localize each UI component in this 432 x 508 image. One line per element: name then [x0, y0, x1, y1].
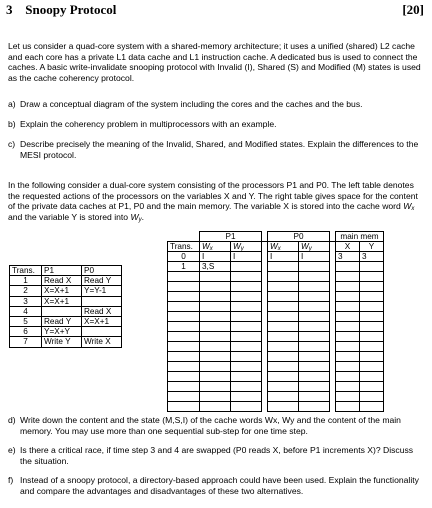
table-row: [168, 342, 384, 352]
trans-cell: [168, 322, 200, 332]
p0-wx-cell: [268, 332, 299, 342]
section-title: Snoopy Protocol: [25, 2, 117, 17]
p1-wy-cell: [231, 352, 262, 362]
p1-action: [42, 306, 82, 316]
p0-wy-cell: [299, 342, 330, 352]
header-p1: P1: [42, 266, 82, 276]
question-label: c): [8, 139, 16, 149]
p0-wx-cell: [268, 282, 299, 292]
p1-wy-cell: [231, 392, 262, 402]
table-row: [10, 316, 122, 326]
wy-symbol: [130, 212, 141, 222]
p0-wy-cell: [299, 352, 330, 362]
header-trans: Trans.: [168, 242, 200, 252]
trans-cell: [168, 292, 200, 302]
p1-wx-cell: 3,S: [200, 262, 231, 272]
mem-y-cell: [360, 282, 384, 292]
mem-y-cell: [360, 392, 384, 402]
table-row: [168, 282, 384, 292]
p1-wy-cell: [231, 332, 262, 342]
header-mem-y: Y: [360, 242, 384, 252]
section-number: 3: [6, 2, 13, 17]
p0-wx-cell: [268, 362, 299, 372]
trans-cell: 5: [10, 316, 42, 326]
p0-wy-cell: [299, 262, 330, 272]
p1-wx-cell: [200, 282, 231, 292]
table-row: [168, 302, 384, 312]
question-text: Describe precisely the meaning of the Invalid, Shared, and Modified states. Explain the differences to the MESI protocol.: [20, 139, 419, 160]
table-row: [10, 337, 122, 347]
question-label: a): [8, 99, 16, 109]
table-row: [168, 252, 384, 262]
p0-wy-cell: [299, 272, 330, 282]
trans-cell: [168, 312, 200, 322]
p1-wx-cell: [200, 272, 231, 282]
table-row: [10, 276, 122, 286]
table-row: [10, 306, 122, 316]
mem-y-cell: [360, 352, 384, 362]
mem-x-cell: [336, 372, 360, 382]
p1-wx-cell: I: [200, 252, 231, 262]
mem-x-cell: [336, 342, 360, 352]
wy-subscript: y: [138, 216, 142, 223]
mem-y-cell: [360, 332, 384, 342]
trans-cell: [168, 392, 200, 402]
question-label: b): [8, 119, 16, 129]
p0-wy-cell: [299, 282, 330, 292]
trans-cell: [168, 382, 200, 392]
question-label: d): [8, 415, 16, 425]
table-row: [10, 286, 122, 296]
table-row: [168, 322, 384, 332]
trans-cell: 4: [10, 306, 42, 316]
wx-symbol: [403, 201, 414, 211]
mem-y-cell: [360, 292, 384, 302]
p0-wx-cell: [268, 312, 299, 322]
p0-wx-cell: [268, 342, 299, 352]
p1-wy-cell: [231, 262, 262, 272]
table-row: [10, 296, 122, 306]
p1-wx-cell: [200, 302, 231, 312]
mem-y-cell: [360, 302, 384, 312]
p0-action: Read Y: [82, 276, 122, 286]
p0-wx-cell: [268, 372, 299, 382]
mem-y-cell: [360, 262, 384, 272]
p0-wy-cell: [299, 372, 330, 382]
table-row: [168, 382, 384, 392]
table-row: [10, 327, 122, 337]
p1-wy-cell: [231, 312, 262, 322]
p1-wy-cell: [231, 292, 262, 302]
p0-wy-cell: [299, 402, 330, 412]
question-d: [8, 415, 422, 436]
trans-cell: 1: [168, 262, 200, 272]
p1-wx-cell: [200, 342, 231, 352]
p0-wx-cell: [268, 352, 299, 362]
question-text: Draw a conceptual diagram of the system including the cores and the caches and the bus.: [20, 99, 363, 109]
p0-wx-cell: I: [268, 252, 299, 262]
p0-action: X=X+1: [82, 316, 122, 326]
header-p0-wx: $W_x$: [268, 242, 299, 252]
p0-wy-cell: [299, 332, 330, 342]
p0-wy-cell: [299, 392, 330, 402]
mem-x-cell: [336, 262, 360, 272]
section-heading: [6, 2, 116, 18]
p0-wx-cell: [268, 392, 299, 402]
p0-wy-cell: [299, 302, 330, 312]
mem-x-cell: [336, 292, 360, 302]
table-row: [168, 372, 384, 382]
p1-wx-cell: [200, 402, 231, 412]
mem-y-cell: [360, 382, 384, 392]
actions-table: [9, 265, 122, 348]
setup-text-2: and the variable Y is stored into: [8, 211, 131, 222]
wx-letter: W: [403, 201, 412, 212]
trans-cell: 3: [10, 296, 42, 306]
p1-wy-cell: [231, 382, 262, 392]
trans-cell: [168, 282, 200, 292]
p0-wx-cell: [268, 322, 299, 332]
p1-action: Write Y: [42, 337, 82, 347]
p0-wy-cell: I: [299, 252, 330, 262]
table-row: [168, 312, 384, 322]
setup-text-3: .: [141, 211, 144, 222]
header-p1-wy: $W_y$: [231, 242, 262, 252]
p1-wx-cell: [200, 312, 231, 322]
mem-x-cell: [336, 392, 360, 402]
p0-action: Read X: [82, 306, 122, 316]
mem-y-cell: [360, 272, 384, 282]
question-a: [8, 99, 422, 110]
p1-action: Y=X+Y: [42, 327, 82, 337]
trans-cell: [168, 332, 200, 342]
trans-cell: 6: [10, 327, 42, 337]
p0-wx-cell: [268, 402, 299, 412]
trans-cell: [168, 372, 200, 382]
trans-cell: 2: [10, 286, 42, 296]
p0-wx-cell: [268, 262, 299, 272]
p1-wy-cell: [231, 372, 262, 382]
p1-wy-cell: I: [231, 252, 262, 262]
trans-cell: [168, 362, 200, 372]
p0-wy-cell: [299, 312, 330, 322]
p0-wy-cell: [299, 292, 330, 302]
mem-y-cell: [360, 312, 384, 322]
question-label: e): [8, 445, 16, 455]
question-b: [8, 119, 422, 130]
wy-letter: W: [130, 211, 139, 222]
header-p0-wy: $W_y$: [299, 242, 330, 252]
p0-wx-cell: [268, 382, 299, 392]
header-trans: Trans.: [10, 266, 42, 276]
mem-x-cell: [336, 402, 360, 412]
p1-wx-cell: [200, 382, 231, 392]
wx-subscript: x: [411, 206, 415, 213]
question-text: Write down the content and the state (M,S,I) of the cache words Wx, Wy and the content of the main memory. You may use more than one sequential sub-step for one time step.: [20, 415, 401, 436]
blank-answer-rows: [168, 272, 384, 412]
cache-group-row: [168, 232, 384, 242]
mem-y-cell: [360, 342, 384, 352]
trans-cell: 1: [10, 276, 42, 286]
p1-wx-cell: [200, 332, 231, 342]
mem-x-cell: [336, 312, 360, 322]
p0-action: Y=Y-1: [82, 286, 122, 296]
header-mem-x: X: [336, 242, 360, 252]
section-points: [20]: [402, 2, 424, 17]
group-p0: P0: [268, 232, 330, 242]
question-e: [8, 445, 422, 466]
table-row: [168, 272, 384, 282]
intro-paragraph: Let us consider a quad-core system with a shared-memory architecture; it uses a unified (shared) L2 cache and each core has a private L1 data cache and L1 instruction cache. A dedicated bus is used to connect the caches. A basic write-invalidate snooping protocol with Invalid (I), Shared (S) and Modified (M) states is used as the cache coherency protocol.: [8, 41, 421, 83]
mem-x-cell: [336, 382, 360, 392]
p1-wy-cell: [231, 362, 262, 372]
question-text: Instead of a snoopy protocol, a directory-based approach could have been used. Explain the functionality and compare the advantages and disadvantages of these two alternatives.: [20, 475, 419, 496]
mem-x-cell: 3: [336, 252, 360, 262]
p1-wx-cell: [200, 292, 231, 302]
trans-cell: 0: [168, 252, 200, 262]
p1-action: Read Y: [42, 316, 82, 326]
question-f: [8, 475, 422, 496]
trans-cell: [168, 352, 200, 362]
question-c: [8, 139, 422, 160]
trans-cell: [168, 342, 200, 352]
p0-wy-cell: [299, 322, 330, 332]
cache-header-row: [168, 242, 384, 252]
p0-wy-cell: [299, 362, 330, 372]
mem-x-cell: [336, 322, 360, 332]
p1-action: X=X+1: [42, 296, 82, 306]
table-row: [168, 352, 384, 362]
p1-wy-cell: [231, 322, 262, 332]
mem-x-cell: [336, 352, 360, 362]
group-p1: P1: [200, 232, 262, 242]
question-label: f): [8, 475, 14, 485]
actions-header-row: [10, 266, 122, 276]
mem-x-cell: [336, 272, 360, 282]
cache-table: [167, 231, 384, 412]
table-row: [168, 262, 384, 272]
trans-cell: 7: [10, 337, 42, 347]
p0-wx-cell: [268, 272, 299, 282]
p1-wy-cell: [231, 272, 262, 282]
mem-y-cell: [360, 322, 384, 332]
question-text: Explain the coherency problem in multiprocessors with an example.: [20, 119, 277, 129]
table-row: [168, 362, 384, 372]
mem-y-cell: [360, 362, 384, 372]
p1-wy-cell: [231, 302, 262, 312]
p0-action: [82, 327, 122, 337]
trans-cell: [168, 302, 200, 312]
p1-wy-cell: [231, 342, 262, 352]
p1-action: Read X: [42, 276, 82, 286]
mem-x-cell: [336, 282, 360, 292]
p0-action: [82, 296, 122, 306]
mem-x-cell: [336, 362, 360, 372]
group-main-mem: main mem: [336, 232, 384, 242]
mem-x-cell: [336, 302, 360, 312]
header-p1-wx: $W_x$: [200, 242, 231, 252]
p1-action: X=X+1: [42, 286, 82, 296]
setup-paragraph: [8, 180, 424, 222]
mem-y-cell: [360, 402, 384, 412]
table-row: [168, 292, 384, 302]
p1-wy-cell: [231, 282, 262, 292]
p1-wx-cell: [200, 392, 231, 402]
p1-wx-cell: [200, 352, 231, 362]
p1-wx-cell: [200, 362, 231, 372]
mem-x-cell: [336, 332, 360, 342]
p1-wx-cell: [200, 372, 231, 382]
p0-wx-cell: [268, 292, 299, 302]
setup-text-1: In the following consider a dual-core system consisting of the processors P1 and P0. The left table denotes the requested actions of the processors on the variables X and Y. The right table gives space for the content of the private data caches at P1, P0 and the main memory. The variable X is stored into the cache word: [8, 180, 418, 212]
header-p0: P0: [82, 266, 122, 276]
question-text: Is there a critical race, if time step 3 and 4 are swapped (P0 reads X, before P1 increments X)? Discuss the situation.: [20, 445, 414, 466]
p0-wx-cell: [268, 302, 299, 312]
trans-cell: [168, 272, 200, 282]
trans-cell: [168, 402, 200, 412]
mem-y-cell: [360, 372, 384, 382]
p0-wy-cell: [299, 382, 330, 392]
table-row: [168, 402, 384, 412]
corner-cell: [168, 232, 200, 242]
p0-action: Write X: [82, 337, 122, 347]
p1-wy-cell: [231, 402, 262, 412]
table-row: [168, 392, 384, 402]
mem-y-cell: 3: [360, 252, 384, 262]
table-row: [168, 332, 384, 342]
p1-wx-cell: [200, 322, 231, 332]
